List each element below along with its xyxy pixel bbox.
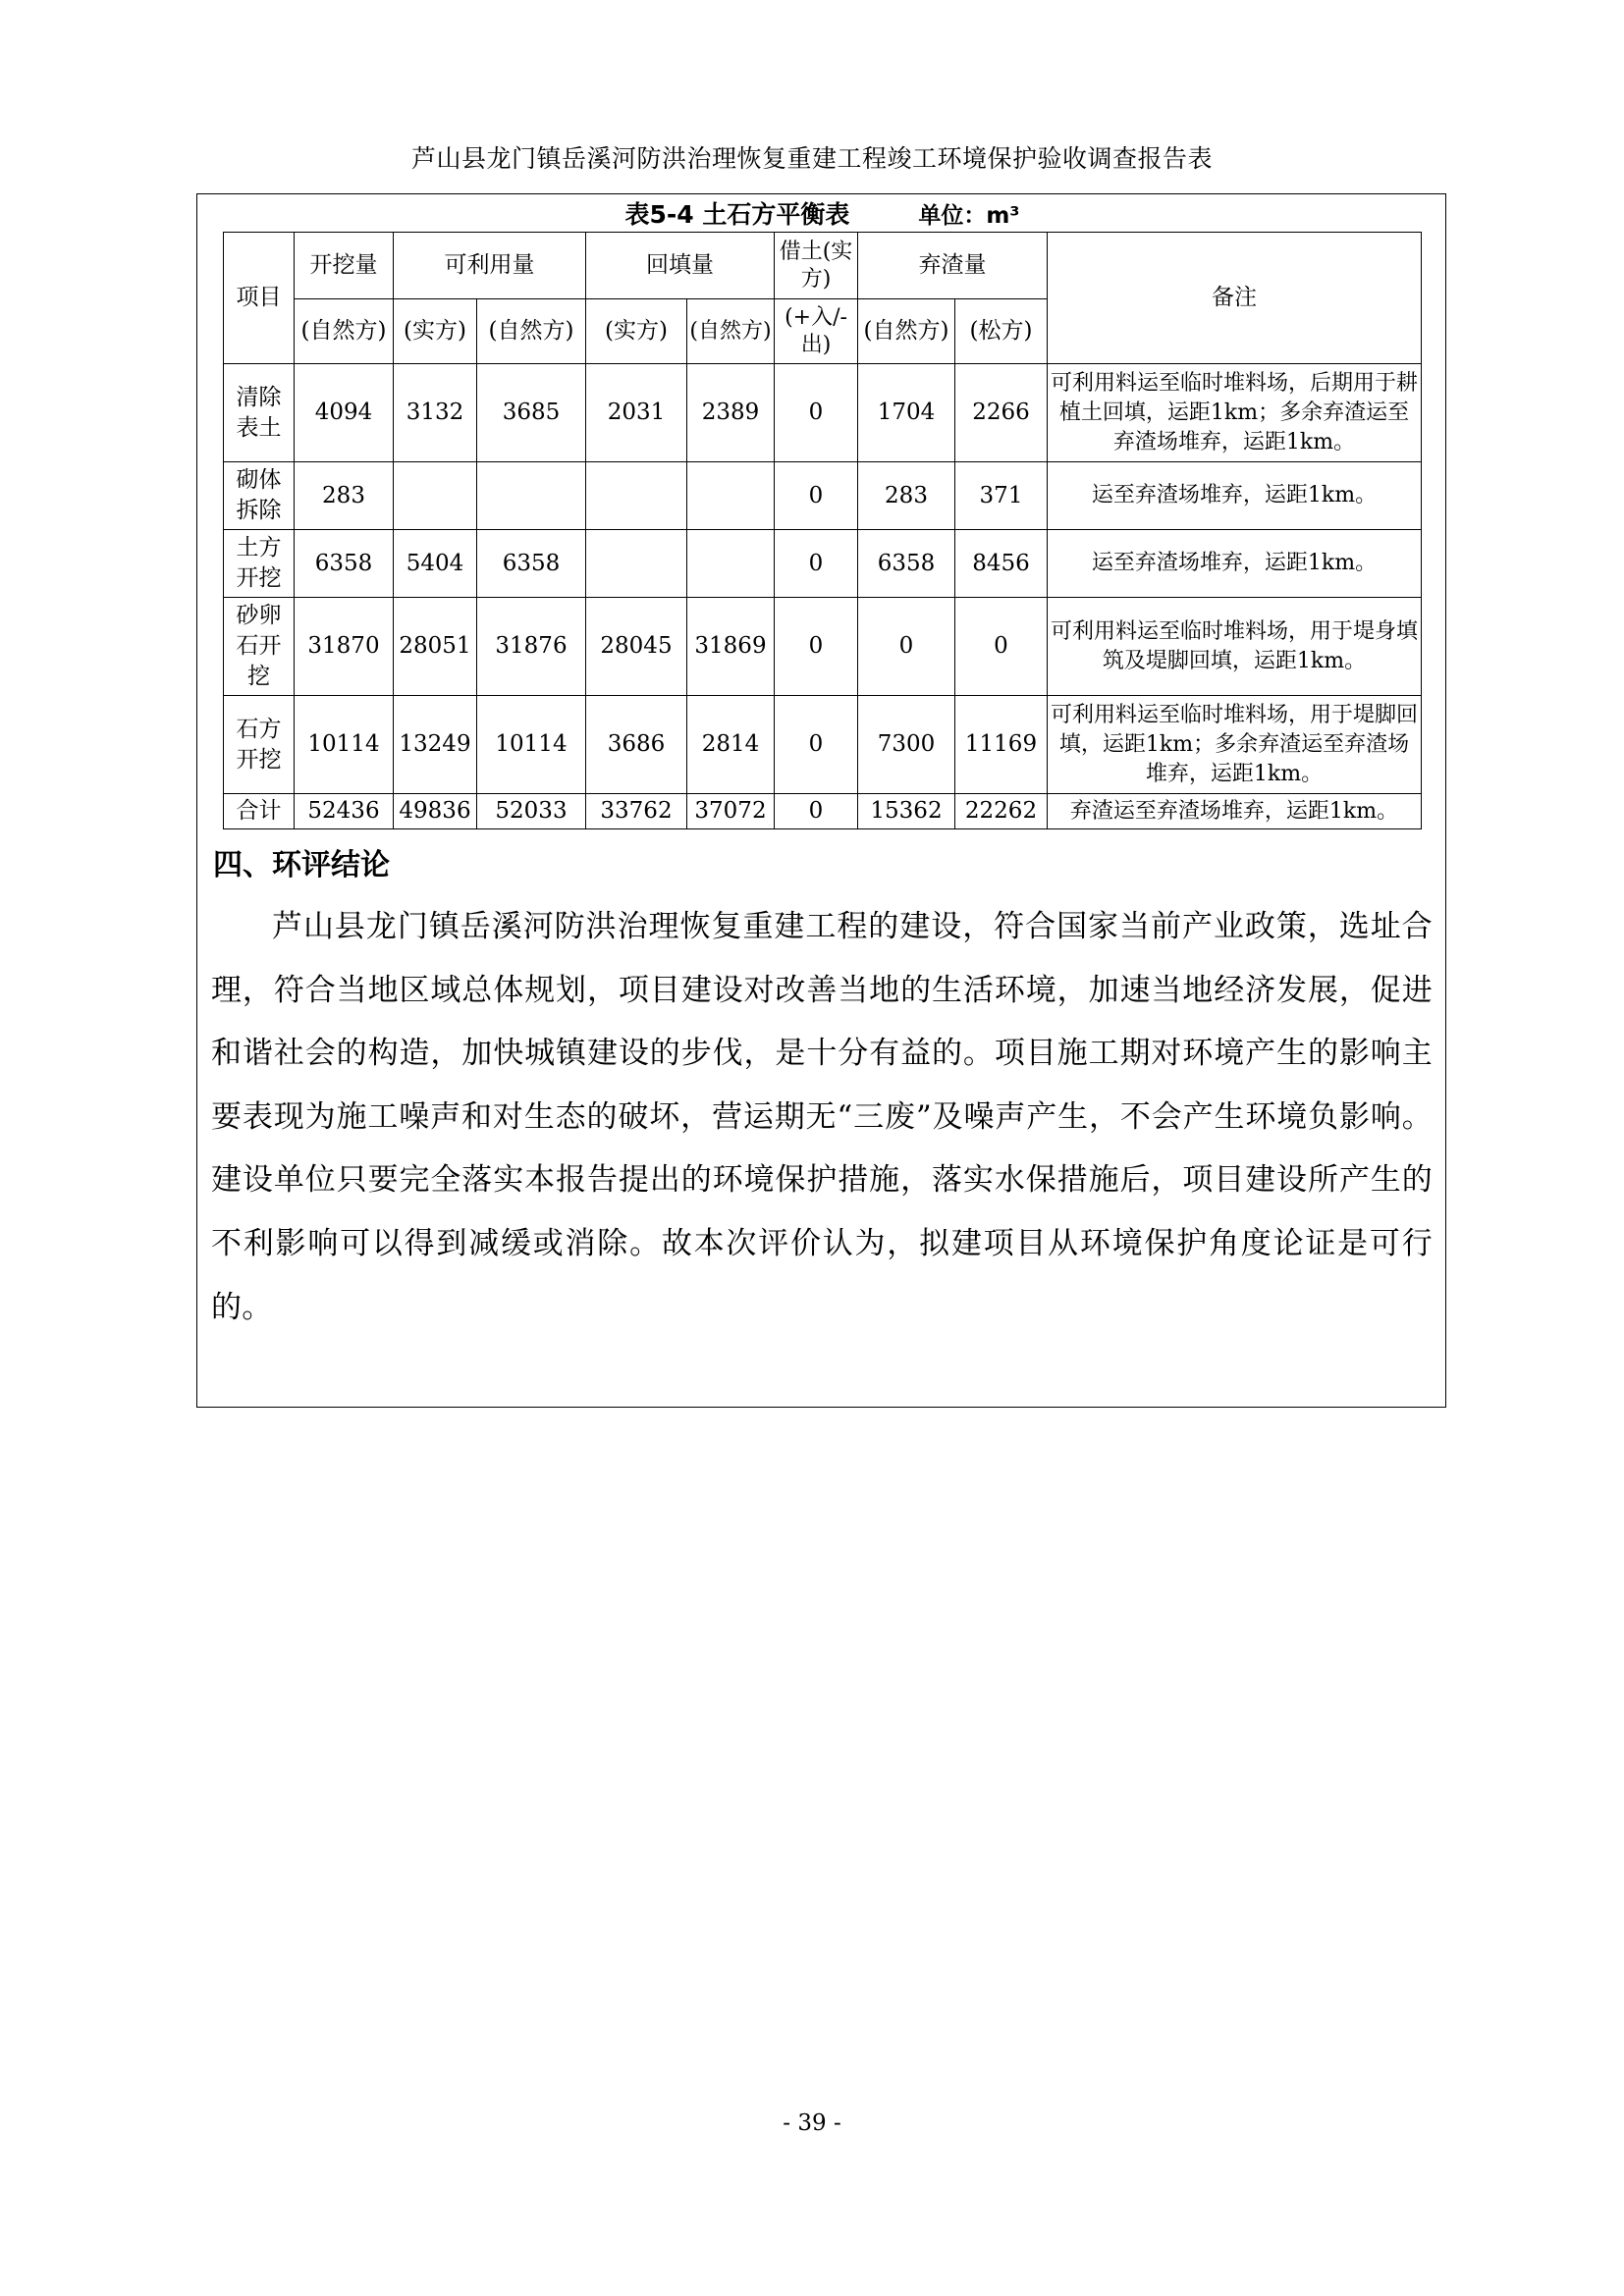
cell-backfill-solid: 2031: [586, 364, 687, 462]
cell-usable-natural: 31876: [477, 598, 586, 696]
cell-usable-solid: 28051: [394, 598, 477, 696]
cell-waste-loose: 2266: [955, 364, 1048, 462]
page-number: - 39 -: [783, 2110, 841, 2136]
row-item: 石方开挖: [224, 696, 295, 794]
cell-excavation: 4094: [295, 364, 394, 462]
cell-backfill-solid: [586, 530, 687, 598]
cell-backfill-natural: 2389: [687, 364, 775, 462]
header-backfill-solid: (实方): [586, 299, 687, 364]
cell-excavation: 31870: [295, 598, 394, 696]
row-item: 土方开挖: [224, 530, 295, 598]
cell-usable-solid: 3132: [394, 364, 477, 462]
cell-usable-solid: 49836: [394, 794, 477, 829]
header-waste-loose: (松方): [955, 299, 1048, 364]
cell-excavation: 283: [295, 462, 394, 530]
table-row-total: [224, 794, 1422, 829]
cell-backfill-natural: 2814: [687, 696, 775, 794]
cell-borrow: 0: [775, 696, 858, 794]
header-waste: 弃渣量: [858, 233, 1048, 299]
table-header-row-1: [224, 233, 1422, 299]
cell-remark: 运至弃渣场堆弃，运距1km。: [1048, 462, 1422, 530]
cell-excavation: 10114: [295, 696, 394, 794]
header-usable-natural: (自然方): [477, 299, 586, 364]
cell-usable-natural: 10114: [477, 696, 586, 794]
content-frame: [196, 193, 1446, 1408]
cell-borrow: 0: [775, 598, 858, 696]
cell-waste-natural: 0: [858, 598, 955, 696]
earthwork-balance-table: [223, 232, 1422, 829]
cell-remark: 可利用料运至临时堆料场，用于堤脚回填，运距1km；多余弃渣运至弃渣场堆弃，运距1km。: [1048, 696, 1422, 794]
table-row: [224, 530, 1422, 598]
cell-waste-loose: 0: [955, 598, 1048, 696]
cell-waste-loose: 8456: [955, 530, 1048, 598]
cell-backfill-solid: 3686: [586, 696, 687, 794]
header-backfill: 回填量: [586, 233, 775, 299]
cell-usable-solid: [394, 462, 477, 530]
cell-borrow: 0: [775, 462, 858, 530]
header-excavation-natural: (自然方): [295, 299, 394, 364]
header-borrow-sign: (+入/-出): [775, 299, 858, 364]
cell-backfill-natural: 37072: [687, 794, 775, 829]
cell-excavation: 6358: [295, 530, 394, 598]
page-header: 芦山县龙门镇岳溪河防洪治理恢复重建工程竣工环境保护验收调查报告表: [410, 144, 1213, 173]
cell-borrow: 0: [775, 530, 858, 598]
table-row: [224, 364, 1422, 462]
cell-backfill-natural: [687, 530, 775, 598]
table-unit: 单位：m³: [918, 203, 1020, 229]
cell-usable-natural: 6358: [477, 530, 586, 598]
cell-waste-natural: 15362: [858, 794, 955, 829]
cell-backfill-solid: 33762: [586, 794, 687, 829]
cell-borrow: 0: [775, 794, 858, 829]
table-row: [224, 598, 1422, 696]
header-usable: 可利用量: [394, 233, 586, 299]
cell-remark: 运至弃渣场堆弃，运距1km。: [1048, 530, 1422, 598]
cell-excavation: 52436: [295, 794, 394, 829]
cell-usable-solid: 5404: [394, 530, 477, 598]
row-item: 砌体拆除: [224, 462, 295, 530]
table-title: [197, 196, 1447, 234]
cell-borrow: 0: [775, 364, 858, 462]
cell-waste-natural: 7300: [858, 696, 955, 794]
cell-usable-solid: 13249: [394, 696, 477, 794]
header-item: 项目: [224, 233, 295, 364]
row-item: 砂卵石开挖: [224, 598, 295, 696]
row-item: 合计: [224, 794, 295, 829]
table-row: [224, 462, 1422, 530]
cell-waste-natural: 283: [858, 462, 955, 530]
cell-backfill-solid: [586, 462, 687, 530]
row-item: 清除表土: [224, 364, 295, 462]
section-heading: 四、环评结论: [213, 848, 390, 882]
table-title-text: 表5-4 土石方平衡表: [624, 200, 850, 229]
header-borrow: 借土(实方): [775, 233, 858, 299]
cell-usable-natural: [477, 462, 586, 530]
cell-backfill-natural: 31869: [687, 598, 775, 696]
cell-waste-natural: 6358: [858, 530, 955, 598]
cell-remark: 可利用料运至临时堆料场，用于堤身填筑及堤脚回填，运距1km。: [1048, 598, 1422, 696]
header-usable-solid: (实方): [394, 299, 477, 364]
header-remark: 备注: [1048, 233, 1422, 364]
cell-remark: 弃渣运至弃渣场堆弃，运距1km。: [1048, 794, 1422, 829]
cell-waste-loose: 371: [955, 462, 1048, 530]
conclusion-paragraph: 芦山县龙门镇岳溪河防洪治理恢复重建工程的建设，符合国家当前产业政策，选址合理，符合当地区域总体规划，项目建设对改善当地的生活环境，加速当地经济发展，促进和谐社会的构造，加快城镇建设的步伐，是十分有益的。项目施工期对环境产生的影响主要表现为施工噪声和对生态的破坏，营运期无“三废”及噪声产生，不会产生环境负影响。建设单位只要完全落实本报告提出的环境保护措施，落实水保措施后，项目建设所产生的不利影响可以得到减缓或消除。故本次评价认为，拟建项目从环境保护角度论证是可行的。: [211, 909, 1433, 1325]
cell-waste-natural: 1704: [858, 364, 955, 462]
table-row: [224, 696, 1422, 794]
cell-usable-natural: 52033: [477, 794, 586, 829]
cell-waste-loose: 11169: [955, 696, 1048, 794]
cell-backfill-solid: 28045: [586, 598, 687, 696]
cell-usable-natural: 3685: [477, 364, 586, 462]
header-excavation: 开挖量: [295, 233, 394, 299]
header-waste-natural: (自然方): [858, 299, 955, 364]
cell-waste-loose: 22262: [955, 794, 1048, 829]
header-backfill-natural: (自然方): [687, 299, 775, 364]
cell-remark: 可利用料运至临时堆料场，后期用于耕植土回填，运距1km；多余弃渣运至弃渣场堆弃，运距1km。: [1048, 364, 1422, 462]
cell-backfill-natural: [687, 462, 775, 530]
